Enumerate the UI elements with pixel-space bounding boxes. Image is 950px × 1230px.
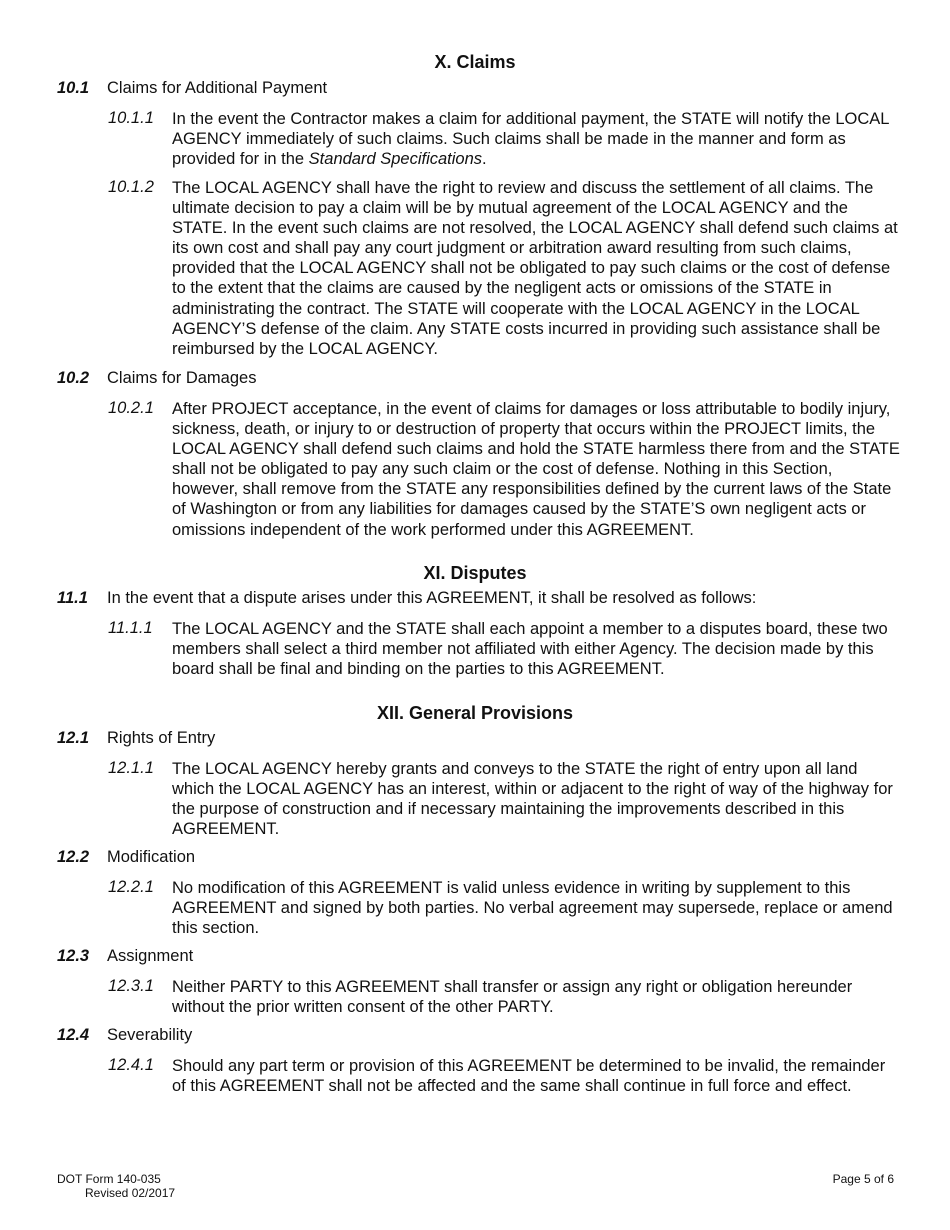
subsection-number-10-1-2: 10.1.2: [108, 178, 154, 196]
section-heading-claims: X. Claims: [434, 52, 516, 72]
subsection-number-12-2-1: 12.2.1: [108, 878, 154, 896]
section-title-12-4: Severability: [107, 1026, 193, 1044]
section-title-10-2: Claims for Damages: [107, 369, 257, 387]
subsection-text-12-2-1: No modification of this AGREEMENT is valid unless evidence in writing by supplement to this AGREEMENT and signed by both parties. No verbal agreement may supersede, replace or amend this section.: [172, 879, 893, 938]
subsection-number-10-1-1: 10.1.1: [108, 109, 154, 127]
section-number-12-3: 12.3: [57, 947, 90, 965]
section-heading-general-provisions: XII. General Provisions: [376, 703, 574, 723]
subsection-text-12-3-1: Neither PARTY to this AGREEMENT shall transfer or assign any right or obligation hereunder without the prior written consent of the other PARTY.: [172, 978, 853, 1017]
section-title-11-1: In the event that a dispute arises under this AGREEMENT, it shall be resolved as follows:: [107, 589, 757, 607]
subsection-number-12-3-1: 12.3.1: [108, 977, 154, 995]
section-title-12-1: Rights of Entry: [107, 729, 216, 747]
subsection-text-10-1-1: [172, 109, 900, 169]
section-number-10-2: 10.2: [57, 369, 90, 387]
subsection-number-11-1-1: 11.1.1: [108, 619, 153, 637]
subsection-text-part: .: [482, 150, 487, 169]
section-title-12-2: Modification: [107, 848, 196, 866]
section-number-12-1: 12.1: [57, 729, 90, 747]
section-number-12-2: 12.2: [57, 848, 90, 866]
section-title-10-1: Claims for Additional Payment: [107, 79, 328, 97]
footer-form-info: [57, 1172, 175, 1200]
subsection-text-part: In the event the Contractor makes a claim for additional payment, the STATE will notify the LOCAL AGENCY immediately of such claims. Such claims shall be made in the manner and form as provided for in the: [172, 110, 889, 169]
subsection-text-11-1-1: The LOCAL AGENCY and the STATE shall each appoint a member to a disputes board, these two members shall select a third member not affiliated with either Agency. The decision made by this board shall be final and binding on the parties to this AGREEMENT.: [172, 620, 888, 679]
subsection-text-12-1-1: The LOCAL AGENCY hereby grants and conveys to the STATE the right of entry upon all land which the LOCAL AGENCY has an interest, within or adjacent to the right of way of the highway for the purpose of construction and if necessary maintaining the improvements described in this AGREEMENT.: [172, 760, 893, 839]
subsection-text-12-4-1: Should any part term or provision of this AGREEMENT be determined to be invalid, the remainder of this AGREEMENT shall not be affected and the same shall continue in full force and effect.: [172, 1057, 886, 1096]
subsection-number-12-4-1: 12.4.1: [108, 1056, 154, 1074]
section-number-11-1: 11.1: [57, 589, 88, 607]
section-number-10-1: 10.1: [57, 79, 90, 97]
page-number: Page 5 of 6: [832, 1172, 894, 1186]
revision-date: Revised 02/2017: [85, 1186, 176, 1200]
subsection-text-10-2-1: After PROJECT acceptance, in the event of claims for damages or loss attributable to bodily injury, sickness, death, or injury to or destruction of property that occurs within the PROJECT limits, the LOCAL AGENCY shall defend such claims and hold the STATE harmless there from and the STATE shall not be obligated to pay any such claim or the cost of defense. Nothing in this Section, however, shall remove from the STATE any responsibilities defined by the current laws of the State of Washington or from any liabilities for damages caused by the STATE’S own negligent acts or omissions independent of the work performed under this AGREEMENT.: [172, 400, 900, 539]
subsection-text-10-1-2: The LOCAL AGENCY shall have the right to review and discuss the settlement of all claims. The ultimate decision to pay a claim will be by mutual agreement of the LOCAL AGENCY and the STATE. In the event such claims are not resolved, the LOCAL AGENCY shall defend such claims at its own cost and shall pay any court judgment or arbitration award resulting from such claims, provided that the LOCAL AGENCY shall not be obligated to pay such claims or the cost of defense to the extent that the claims are caused by the negligent acts or omissions of the STATE in administrating the contract. The STATE will cooperate with the LOCAL AGENCY in the LOCAL AGENCY’S defense of the claim. Any STATE costs incurred in providing such assistance shall be reimbursed by the LOCAL AGENCY.: [172, 179, 898, 358]
form-number: DOT Form 140-035: [57, 1172, 161, 1186]
subsection-number-12-1-1: 12.1.1: [108, 759, 154, 777]
section-heading-disputes: XI. Disputes: [423, 563, 527, 583]
section-number-12-4: 12.4: [57, 1026, 90, 1044]
standard-specifications-reference: Standard Specifications: [308, 150, 483, 169]
subsection-number-10-2-1: 10.2.1: [108, 399, 154, 417]
section-title-12-3: Assignment: [107, 947, 194, 965]
